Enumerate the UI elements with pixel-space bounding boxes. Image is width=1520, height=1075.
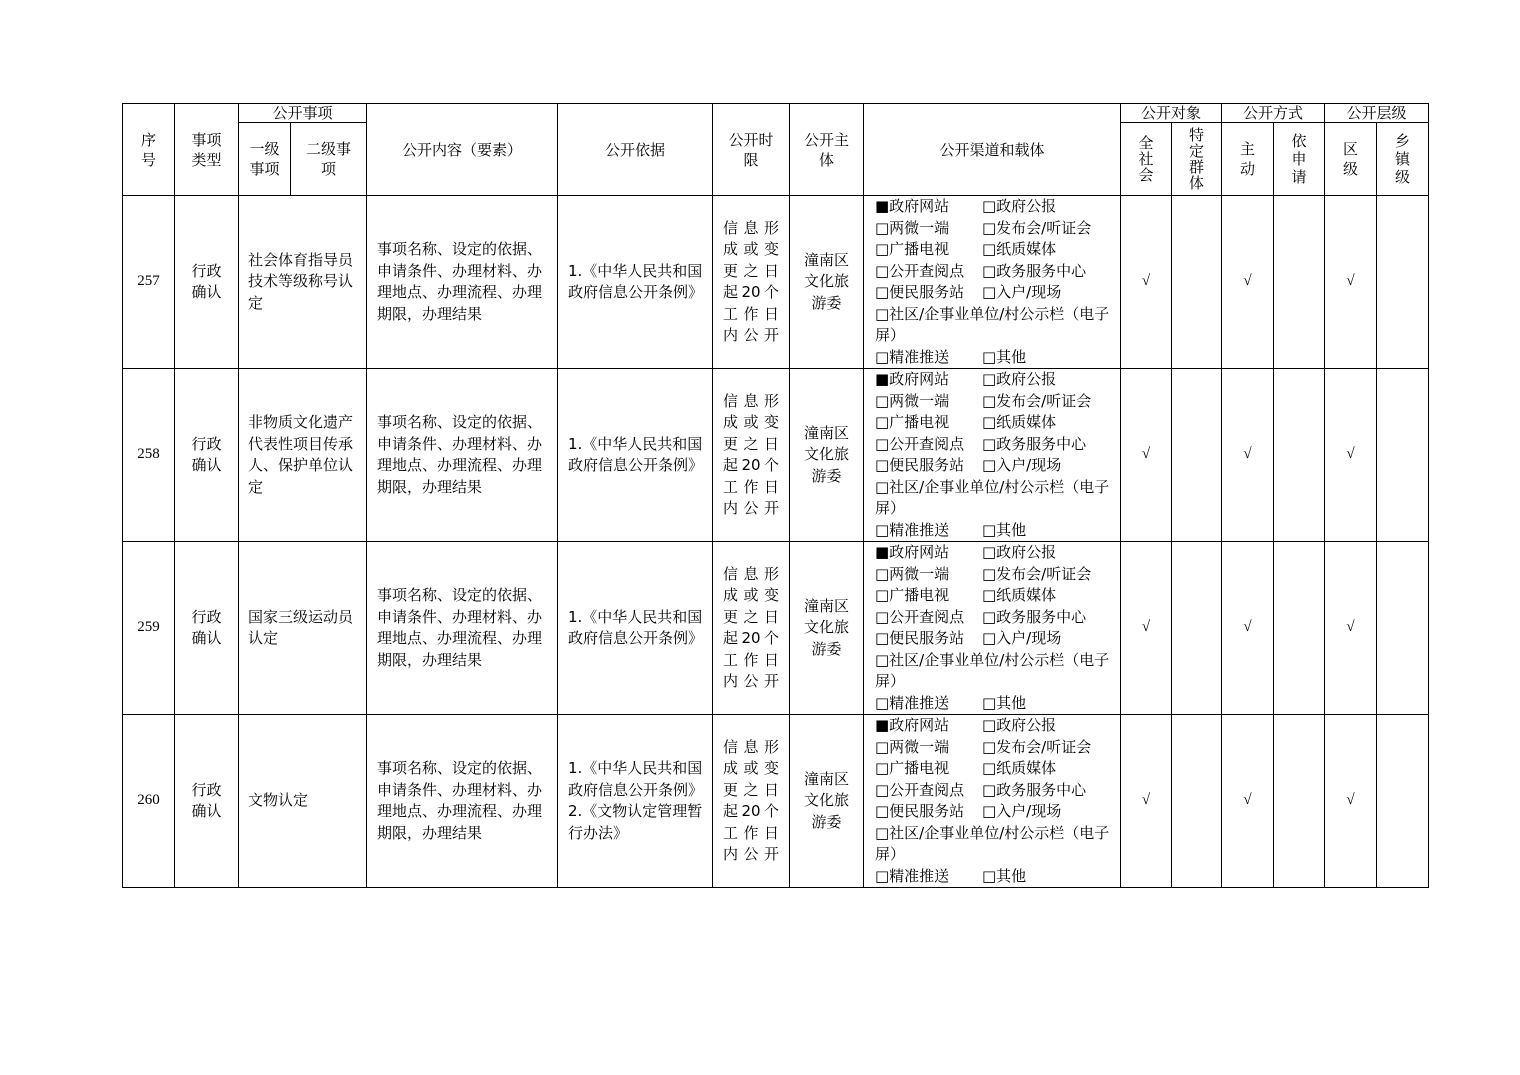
- channel-option: □广播电视: [875, 240, 950, 258]
- channel-line: [875, 564, 1118, 586]
- channel-line: [875, 693, 1118, 715]
- channel-option: □政府公报: [982, 716, 1057, 734]
- header-time-limit: 公开时限: [713, 104, 790, 196]
- channel-option: □便民服务站: [875, 456, 965, 474]
- channel-option: □政务服务中心: [982, 261, 1087, 280]
- header-type: 事项类型: [175, 104, 239, 196]
- channel-option: □精准推送: [875, 693, 950, 712]
- channel-line: [875, 650, 1118, 693]
- cell-content: 事项名称、设定的依据、申请条件、办理材料、办理地点、办理流程、办理期限，办理结果: [367, 196, 558, 369]
- channel-option: □政务服务中心: [982, 780, 1087, 799]
- channel-line: [875, 239, 1118, 261]
- cell-on-request: [1274, 542, 1325, 715]
- cell-basis: [558, 542, 713, 715]
- cell-basis: [558, 369, 713, 542]
- channel-option: □入户/现场: [982, 283, 1062, 301]
- channel-option: □精准推送: [875, 347, 950, 366]
- cell-level1: 非物质文化遗产代表性项目传承人、保护单位认定: [239, 369, 367, 542]
- cell-channels: [864, 542, 1121, 715]
- basis-item: 1.《中华人民共和国政府信息公开条例》: [568, 434, 704, 474]
- channel-line: [875, 801, 1118, 823]
- cell-content: 事项名称、设定的依据、申请条件、办理材料、办理地点、办理流程、办理期限，办理结果: [367, 715, 558, 888]
- header-subject: 公开主体: [790, 104, 864, 196]
- channel-option: □发布会/听证会: [982, 737, 1092, 756]
- cell-seq: 259: [123, 542, 175, 715]
- cell-whole-society: √: [1121, 542, 1172, 715]
- header-active: 主动: [1222, 123, 1274, 196]
- channel-line: [875, 758, 1118, 780]
- cell-time-limit: 信息形成或变更之日起20个工作日内公开: [713, 196, 790, 369]
- cell-subject: 潼南区文化旅游委: [790, 542, 864, 715]
- cell-whole-society: √: [1121, 715, 1172, 888]
- channel-line: [875, 542, 1118, 564]
- cell-on-request: [1274, 369, 1325, 542]
- basis-item: 1.《中华人民共和国政府信息公开条例》: [568, 759, 704, 799]
- channel-option: □精准推送: [875, 520, 950, 539]
- channel-option: □社区/企事业单位/村公示栏（电子屏）: [875, 477, 1110, 517]
- cell-township: [1377, 542, 1429, 715]
- cell-district: √: [1325, 196, 1377, 369]
- cell-seq: 257: [123, 196, 175, 369]
- cell-whole-society: √: [1121, 369, 1172, 542]
- table-row: [123, 715, 1429, 888]
- channel-line: [875, 823, 1118, 866]
- channel-option: □发布会/听证会: [982, 391, 1092, 410]
- cell-basis: [558, 715, 713, 888]
- header-specific-group: 特定群体: [1172, 123, 1222, 196]
- channel-option: □政府公报: [982, 543, 1057, 561]
- channel-option: □政务服务中心: [982, 607, 1087, 626]
- header-content: 公开内容（要素）: [367, 104, 558, 196]
- header-township: 乡镇级: [1377, 123, 1429, 196]
- channel-option: □便民服务站: [875, 629, 965, 647]
- channel-option: □入户/现场: [982, 456, 1062, 474]
- basis-item: 1.《中华人民共和国政府信息公开条例》: [568, 261, 704, 301]
- channel-option: □两微一端: [875, 218, 950, 237]
- channel-option: □其他: [982, 520, 1027, 539]
- cell-active: √: [1222, 715, 1274, 888]
- channel-option: □入户/现场: [982, 802, 1062, 820]
- cell-specific-group: [1172, 542, 1222, 715]
- channel-option: ■政府网站: [875, 370, 950, 388]
- channel-option: □其他: [982, 347, 1027, 366]
- cell-active: √: [1222, 196, 1274, 369]
- header-channels: 公开渠道和载体: [864, 104, 1121, 196]
- channel-option: ■政府网站: [875, 197, 950, 215]
- channel-line: [875, 304, 1118, 347]
- channel-line: [875, 585, 1118, 607]
- channel-option: □纸质媒体: [982, 586, 1057, 604]
- cell-seq: 258: [123, 369, 175, 542]
- header-level2: 二级事项: [291, 123, 367, 196]
- channel-line: [875, 607, 1118, 629]
- cell-on-request: [1274, 196, 1325, 369]
- channel-option: □纸质媒体: [982, 240, 1057, 258]
- cell-type: 行政确认: [175, 542, 239, 715]
- cell-content: 事项名称、设定的依据、申请条件、办理材料、办理地点、办理流程、办理期限，办理结果: [367, 542, 558, 715]
- channel-option: □便民服务站: [875, 802, 965, 820]
- channel-option: □发布会/听证会: [982, 564, 1092, 583]
- cell-active: √: [1222, 542, 1274, 715]
- channel-option: □其他: [982, 866, 1027, 885]
- cell-channels: [864, 715, 1121, 888]
- cell-whole-society: √: [1121, 196, 1172, 369]
- cell-specific-group: [1172, 715, 1222, 888]
- cell-type: 行政确认: [175, 196, 239, 369]
- cell-channels: [864, 369, 1121, 542]
- channel-option: □广播电视: [875, 586, 950, 604]
- cell-on-request: [1274, 715, 1325, 888]
- channel-line: [875, 477, 1118, 520]
- basis-item: 1.《中华人民共和国政府信息公开条例》: [568, 607, 704, 647]
- channel-option: □纸质媒体: [982, 759, 1057, 777]
- cell-channels: [864, 196, 1121, 369]
- channel-option: □政府公报: [982, 370, 1057, 388]
- header-basis: 公开依据: [558, 104, 713, 196]
- channel-option: □纸质媒体: [982, 413, 1057, 431]
- channel-line: [875, 628, 1118, 650]
- channel-option: □社区/企事业单位/村公示栏（电子屏）: [875, 304, 1110, 344]
- channel-line: [875, 737, 1118, 759]
- channel-option: □广播电视: [875, 413, 950, 431]
- channel-line: [875, 218, 1118, 240]
- cell-township: [1377, 369, 1429, 542]
- header-matter-group: 公开事项: [239, 104, 367, 123]
- channel-line: [875, 369, 1118, 391]
- header-seq: 序号: [123, 104, 175, 196]
- channel-line: [875, 455, 1118, 477]
- channel-option: □发布会/听证会: [982, 218, 1092, 237]
- cell-type: 行政确认: [175, 369, 239, 542]
- cell-type: 行政确认: [175, 715, 239, 888]
- channel-line: [875, 347, 1118, 369]
- channel-option: □社区/企事业单位/村公示栏（电子屏）: [875, 650, 1110, 690]
- channel-line: [875, 282, 1118, 304]
- channel-option: ■政府网站: [875, 543, 950, 561]
- channel-line: [875, 434, 1118, 456]
- cell-subject: 潼南区文化旅游委: [790, 369, 864, 542]
- channel-option: □社区/企事业单位/村公示栏（电子屏）: [875, 823, 1110, 863]
- cell-specific-group: [1172, 196, 1222, 369]
- channel-option: ■政府网站: [875, 716, 950, 734]
- cell-subject: 潼南区文化旅游委: [790, 715, 864, 888]
- cell-level1: 文物认定: [239, 715, 367, 888]
- channel-option: □政府公报: [982, 197, 1057, 215]
- cell-subject: 潼南区文化旅游委: [790, 196, 864, 369]
- channel-option: □公开查阅点: [875, 780, 965, 799]
- cell-township: [1377, 196, 1429, 369]
- table-row: [123, 369, 1429, 542]
- cell-time-limit: 信息形成或变更之日起20个工作日内公开: [713, 715, 790, 888]
- table-row: [123, 542, 1429, 715]
- disclosure-table: [122, 103, 1429, 888]
- channel-option: □两微一端: [875, 391, 950, 410]
- cell-time-limit: 信息形成或变更之日起20个工作日内公开: [713, 369, 790, 542]
- channel-line: [875, 261, 1118, 283]
- header-district: 区级: [1325, 123, 1377, 196]
- basis-item: 2.《文物认定管理暂行办法》: [568, 802, 703, 842]
- cell-time-limit: 信息形成或变更之日起20个工作日内公开: [713, 542, 790, 715]
- cell-specific-group: [1172, 369, 1222, 542]
- channel-line: [875, 520, 1118, 542]
- header-mode-group: 公开方式: [1222, 104, 1325, 123]
- header-whole-society: 全社会: [1121, 123, 1172, 196]
- cell-content: 事项名称、设定的依据、申请条件、办理材料、办理地点、办理流程、办理期限，办理结果: [367, 369, 558, 542]
- cell-level1: 国家三级运动员认定: [239, 542, 367, 715]
- channel-line: [875, 196, 1118, 218]
- channel-option: □精准推送: [875, 866, 950, 885]
- channel-line: [875, 715, 1118, 737]
- header-object-group: 公开对象: [1121, 104, 1222, 123]
- channel-option: □广播电视: [875, 759, 950, 777]
- channel-option: □入户/现场: [982, 629, 1062, 647]
- channel-option: □公开查阅点: [875, 434, 965, 453]
- channel-option: □便民服务站: [875, 283, 965, 301]
- channel-option: □两微一端: [875, 564, 950, 583]
- channel-line: [875, 391, 1118, 413]
- cell-district: √: [1325, 542, 1377, 715]
- channel-line: [875, 412, 1118, 434]
- header-on-request: 依申请: [1274, 123, 1325, 196]
- channel-option: □政务服务中心: [982, 434, 1087, 453]
- cell-level1: 社会体育指导员技术等级称号认定: [239, 196, 367, 369]
- channel-option: □两微一端: [875, 737, 950, 756]
- table-row: [123, 196, 1429, 369]
- header-row-1: [123, 104, 1429, 123]
- cell-township: [1377, 715, 1429, 888]
- cell-seq: 260: [123, 715, 175, 888]
- cell-basis: [558, 196, 713, 369]
- header-level-group: 公开层级: [1325, 104, 1429, 123]
- channel-option: □其他: [982, 693, 1027, 712]
- channel-option: □公开查阅点: [875, 607, 965, 626]
- cell-district: √: [1325, 369, 1377, 542]
- cell-district: √: [1325, 715, 1377, 888]
- cell-active: √: [1222, 369, 1274, 542]
- header-level1: 一级事项: [239, 123, 291, 196]
- channel-line: [875, 866, 1118, 888]
- channel-option: □公开查阅点: [875, 261, 965, 280]
- channel-line: [875, 780, 1118, 802]
